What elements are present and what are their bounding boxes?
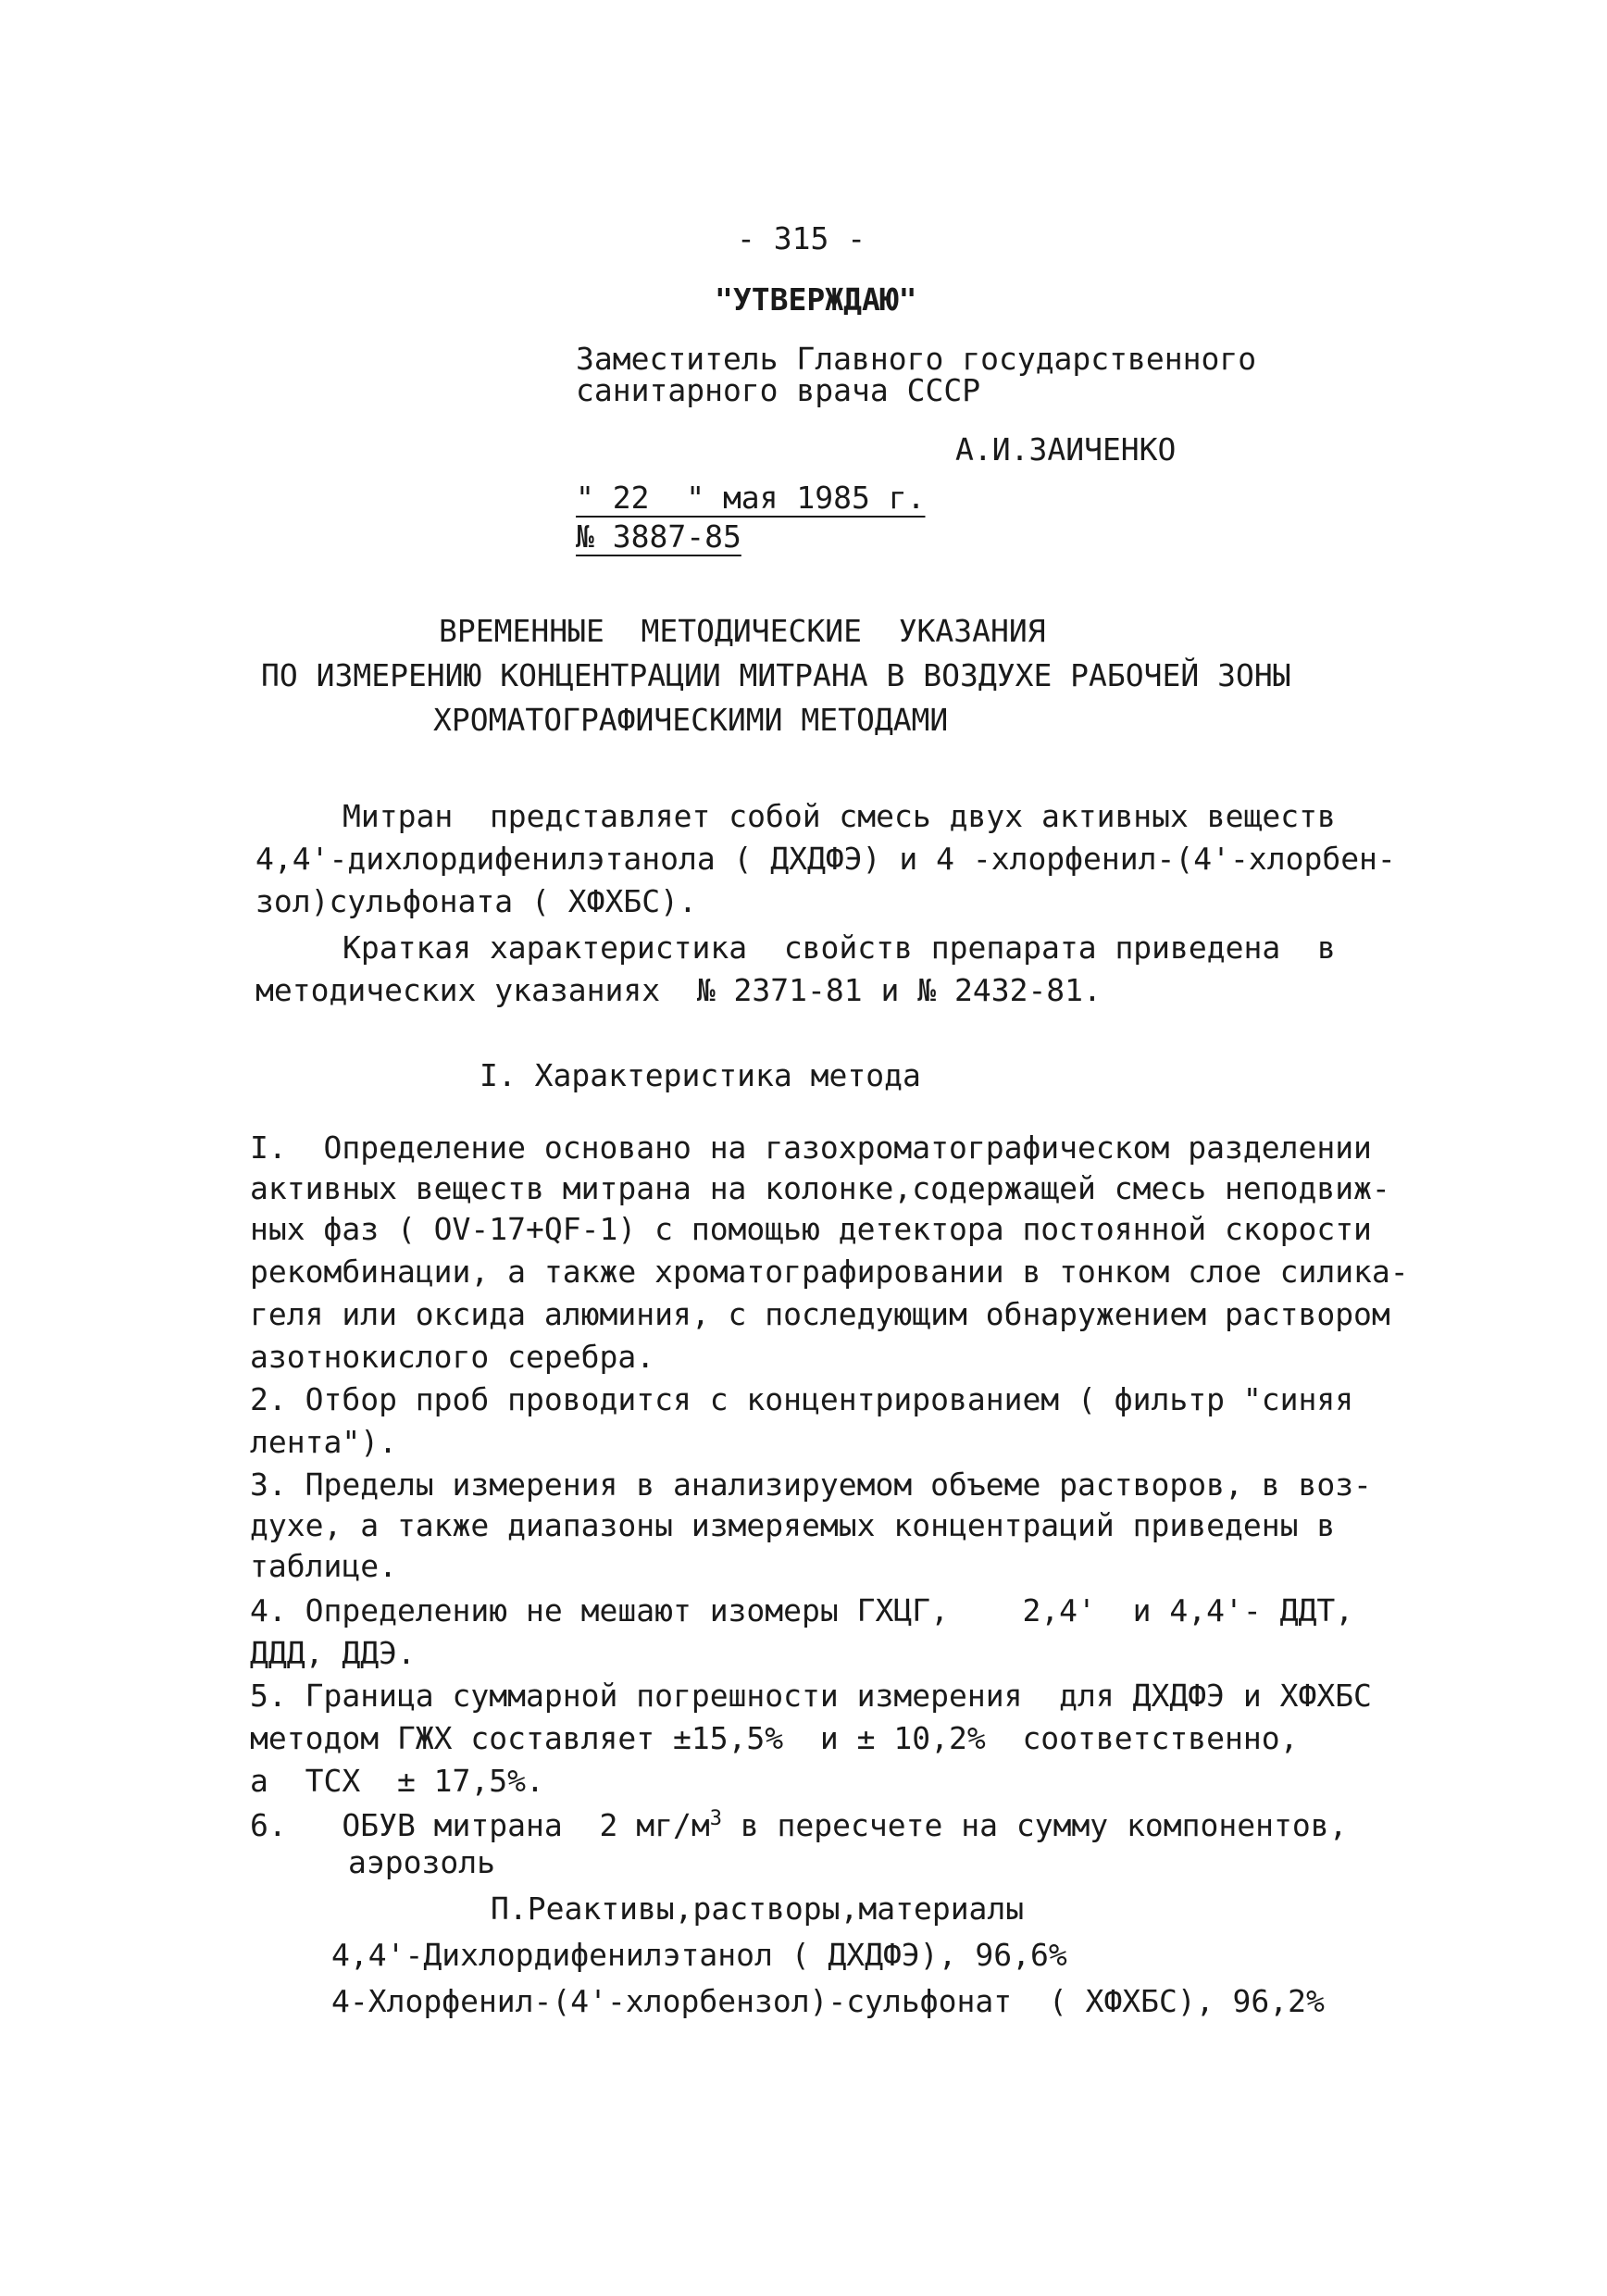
section1-line: I. Определение основано на газохроматографическом разделении xyxy=(250,1129,1372,1166)
title-line3: ХРОМАТОГРАФИЧЕСКИМИ МЕТОДАМИ xyxy=(433,702,949,738)
approver-position-line2: санитарного врача СССР xyxy=(576,372,981,408)
obuv-text-tail: в пересчете на сумму компонентов, xyxy=(721,1807,1348,1843)
section1-line: 3. Пределы измерения в анализируемом объеме растворов, в воз- xyxy=(250,1466,1372,1503)
approver-position-line1: Заместитель Главного государственного xyxy=(576,341,1257,377)
approver-name: А.И.ЗАИЧЕНКО xyxy=(955,431,1177,468)
section1-line: 4. Определению не мешают изомеры ГХЦГ, 2,4' и 4,4'- ДДТ, xyxy=(250,1592,1354,1628)
section1-line: активных веществ митрана на колонке,содержащей смесь неподвиж- xyxy=(250,1170,1390,1206)
section1-line: 5. Граница суммарной погрешности измерения для ДХДФЭ и ХФХБС xyxy=(250,1678,1372,1714)
section1-line: духе, а также диапазоны измеряемых концентраций приведены в xyxy=(250,1507,1336,1543)
intro-line: Митран представляет собой смесь двух активных веществ xyxy=(343,798,1336,834)
section1-line: аэрозоль xyxy=(348,1844,495,1880)
intro-line: зол)сульфоната ( ХФХБС). xyxy=(255,883,697,919)
section1-line-oбув xyxy=(250,1805,1347,1846)
intro-line: Краткая характеристика свойств препарата приведена в xyxy=(343,930,1336,966)
approval-date: " 22 " мая 1985 г. xyxy=(576,480,926,516)
section1-line: лента"). xyxy=(250,1424,397,1460)
section2-line: 4-Хлорфенил-(4'-хлорбензол)-сульфонат ( ХФХБС), 96,2% xyxy=(331,1983,1325,2019)
superscript-3: 3 xyxy=(709,1807,722,1830)
section2-line: 4,4'-Дихлордифенилэтанол ( ДХДФЭ), 96,6% xyxy=(331,1937,1067,1973)
approval-stamp: "УТВЕРЖДАЮ" xyxy=(715,281,917,318)
page-number: - 315 - xyxy=(737,220,866,256)
section1-line: геля или оксида алюминия, с последующим обнаружением раствором xyxy=(250,1296,1390,1332)
section1-line: ДДД, ДДЭ. xyxy=(250,1635,416,1671)
section1-line: методом ГЖХ составляет ±15,5% и ± 10,2% соответственно, xyxy=(250,1720,1299,1756)
section1-line: азотнокислого серебра. xyxy=(250,1339,655,1375)
obuv-text: 6. ОБУВ митрана 2 мг/м xyxy=(250,1807,710,1843)
intro-line: методических указаниях № 2371-81 и № 2432-81. xyxy=(255,972,1102,1008)
approval-number: № 3887-85 xyxy=(576,518,741,555)
section1-line: 2. Отбор проб проводится с концентрированием ( фильтр "синяя xyxy=(250,1381,1354,1417)
title-line1: ВРЕМЕННЫЕ МЕТОДИЧЕСКИЕ УКАЗАНИЯ xyxy=(439,613,1046,649)
section1-line: ных фаз ( OV-17+QF-1) с помощью детектора постоянной скорости xyxy=(250,1211,1372,1247)
section1-line: рекомбинации, а также хроматографировании в тонком слое силика- xyxy=(250,1254,1409,1290)
intro-line: 4,4'-дихлордифенилэтанола ( ДХДФЭ) и 4 -хлорфенил-(4'-хлорбен- xyxy=(255,841,1396,877)
section1-heading: I. Характеристика метода xyxy=(480,1057,921,1093)
section1-line: таблице. xyxy=(250,1548,397,1584)
section1-line: а ТСХ ± 17,5%. xyxy=(250,1763,544,1799)
section2-heading: П.Реактивы,растворы,материалы xyxy=(491,1890,1025,1927)
title-line2: ПО ИЗМЕРЕНИЮ КОНЦЕНТРАЦИИ МИТРАНА В ВОЗДУХЕ РАБОЧЕЙ ЗОНЫ xyxy=(261,657,1291,693)
